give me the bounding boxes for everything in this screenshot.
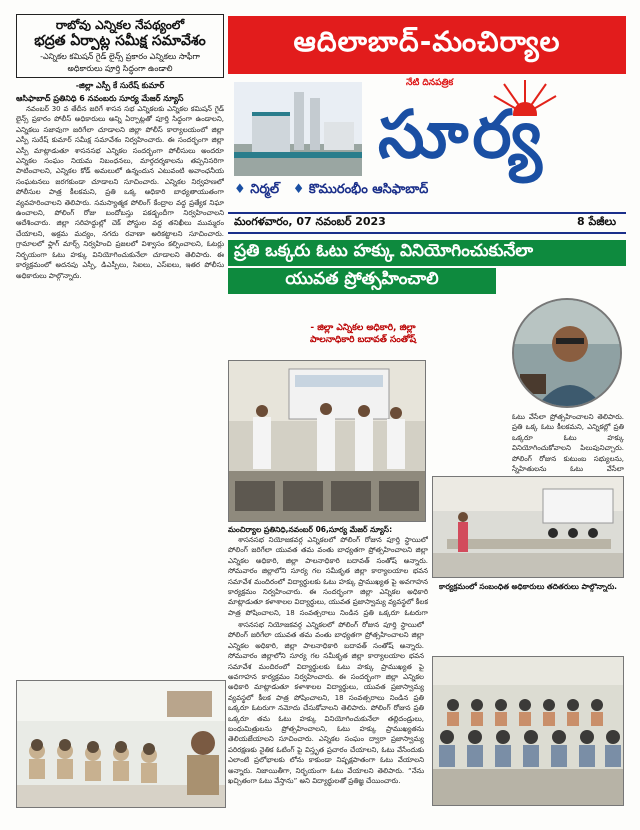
- left-body-text: [16, 104, 224, 644]
- main-story-body: [228, 535, 428, 617]
- left-headline-1: రాబోవు ఎన్నికల నేపథ్యంలో: [55, 18, 185, 32]
- brand-tagline: నేటి దినపత్రిక: [406, 78, 454, 88]
- main-story-paragraph: శాసనసభ నియోజకవర్గ ఎన్నికలలో పోలింగ్ రోజున పూర్తి స్థాయిలో పోలింగ్ జరిగేలా యువత తమ వంతు బాధ్యతగా ప్రోత్సహించాలని జిల్లా ఎన్నికల అధికారి, జిల్లా పాలనాధికారి బదావత్ సంతోష్ అన్నారు. సోమవారం జిల్లాలోని సూర్య గల సమీకృత జిల్లా కార్యాలయాల భవన సమావేశ మందిరంలో విద్యార్థులకు ఓటు హక్కు ప్రాముఖ్యత పై అవగాహన కార్యక్రమం నిర్వహించారు. ఈ సందర్భంగా జిల్లా ఎన్నికల అధికారి మాట్లాడుతూ కళాశాలల విద్యార్థులు, యువత ప్రజాస్వామ్య వ్యవస్థలో కీలక పాత్ర పోషించాలని, 18 సంవత్సరాలు నిండిన ప్రతి ఒక్కరూ ఓటరుగా: [228, 536, 428, 617]
- student-speech-image: [433, 477, 624, 578]
- main-story-continued: [228, 620, 424, 806]
- diamond-icon: ♦: [234, 182, 246, 197]
- issue-date: మంగళవారం, 07 నవంబర్ 2023: [234, 215, 386, 228]
- story-byline: [228, 322, 498, 346]
- audience-photo: [432, 656, 624, 806]
- main-headline-line2: యువత ప్రోత్సహించాలి: [228, 268, 496, 294]
- region-title: ఆదిలాబాద్-మంచిర్యాల: [293, 25, 561, 58]
- regional-masthead: [228, 16, 626, 74]
- main-headline-line1: ప్రతి ఒక్కరు ఓటు హక్కు వినియోగించుకునేలా: [228, 240, 626, 266]
- main-story-text: [228, 524, 428, 617]
- issue-dateline: [228, 212, 626, 234]
- police-meeting-image: [17, 681, 226, 808]
- awareness-stage-photo: [228, 360, 426, 522]
- collector-portrait: [512, 298, 622, 408]
- brand-logo-area: [228, 76, 626, 214]
- edition-nirmal: నిర్మల్: [250, 182, 280, 197]
- edition-list: [234, 182, 428, 200]
- photo-caption: కార్యక్రమంలో సంబంధిత అధికారులు తదితరులు పాల్గొన్నారు.: [438, 582, 618, 591]
- left-body-paragraph: నవంబర్ 30 వ తేదీన జరిగే శాసన సభ ఎన్నికలకు ఎన్నికల కమిషన్ గైడ్ లైన్స్ ప్రకారం పోలీస్ అధికారులు అన్ని ఏర్పాట్లతో పూర్తి సిద్ధంగా ఉండాలని, ఎన్నికలు సజావుగా జరిగేలా చూడాలని జిల్లా పోలీస్ కార్యాలయంలో జిల్లా ఎస్పీ సురేష్ కుమార్ సమీక్ష సమావేశం నిర్వహించారు. ఈ సందర్భంగా జిల్లా ఎస్పీ మాట్లాడుతూ శాసనసభ ఎన్నికల సందర్భంగా పోలీసులు అందరూ ఎన్నికల సంఘం నియమ నిబంధనలు, మార్గదర్శకాలను తప్పనిసరిగా పాటించాలని, ఎన్నికల కోడ్ అమలులో ఉన్నందున ఎటువంటి అవాంఛనీయ సంఘటనలు జరగకుండా చూడాలని సూచించారు. ఎన్నికల నిర్వహణలో పోలీసుల పాత్ర కీలకమని, ప్రతి ఒక్క అధికారి బాధ్యతాయుతంగా వ్యవహరించాలని తెలిపారు. సమస్యాత్మక పోలింగ్ కేంద్రాల వద్ద ప్రత్యేక నిఘా ఉంచాలని, పోలింగ్ రోజు బందోబస్తు పకడ్బందీగా నిర్వహించాలని ఆదేశించారు. జిల్లా సరిహద్దుల్లో చెక్ పోస్టుల వద్ద తనిఖీలు ముమ్మరం చేయాలని, అక్రమ మద్యం, నగదు రవాణా అరికట్టాలని సూచించారు. గ్రామాలలో ఫ్లాగ్ మార్చ్ నిర్వహించి ప్రజలలో విశ్వాసం కల్పించాలని, ఓటర్లు నిర్భయంగా ఓటు హక్కు వినియోగించుకునేలా చూడాలని తెలిపారు. ఈ కార్యక్రమంలో అదనపు ఎస్పీ, డిఎస్పీలు, సిఐలు, ఎస్ఐలు, ఇతర పోలీసు అధికారులు పాల్గొన్నారు.: [16, 105, 224, 280]
- student-speaker-photo: [432, 476, 624, 578]
- diamond-icon: ♦: [292, 182, 305, 197]
- student-audience-image: [433, 657, 624, 806]
- page-count: 8 పేజీలు: [577, 215, 616, 228]
- main-story-continued-paragraph: శాసనసభ నియోజకవర్గ ఎన్నికలలో పోలింగ్ రోజున పూర్తి స్థాయిలో పోలింగ్ జరిగేలా యువత తమ వంతు బాధ్యతగా ప్రోత్సహించాలని జిల్లా ఎన్నికల అధికారి, జిల్లా పాలనాధికారి బదావత్ సంతోష్ అన్నారు. సోమవారం జిల్లాలోని సూర్య గల సమీకృత జిల్లా కార్యాలయాల భవన సమావేశ మందిరంలో విద్యార్థులకు ఓటు హక్కు ప్రాముఖ్యత పై అవగాహన కార్యక్రమం నిర్వహించారు. ఈ సందర్భంగా జిల్లా ఎన్నికల అధికారి మాట్లాడుతూ కళాశాలల విద్యార్థులు, యువత ప్రజాస్వామ్య వ్యవస్థలో కీలక పాత్ర పోషించాలని, 18 సంవత్సరాలు నిండిన ప్రతి ఒక్కరూ ఓటరుగా నమోదు చేసుకోవాలని తెలిపారు. పోలింగ్ రోజున ప్రతి ఒక్కరూ తమ ఓటు హక్కు వినియోగించుకునేలా తల్లిదండ్రులు, బంధుమిత్రులను ప్రోత్సహించాలని, ఓటు హక్కు ప్రాముఖ్యతను తెలియజేయాలని సూచించారు. ఎన్నికల సంఘం ద్వారా ప్రజాస్వామ్య పరిరక్షణకు నైతిక ఓటింగ్ పై విస్తృత ప్రచారం చేయాలని, ఓటు వేసేందుకు ఎలాంటి ప్రలోభాలకు లోను కాకుండా నిష్పక్షపాతంగా ఓటు వేయాలని అన్నారు. నిజాయితీగా, నిర్భయంగా ఓటు వేయాలని తెలిపారు. “నేను ఖచ్చితంగా ఓటు వేస్తాను” అని విద్యార్థులతో ప్రతిజ్ఞ చేయించారు.: [228, 621, 424, 786]
- left-dateline: ఆసిఫాబాద్ ప్రతినిధి 6 నవంబరు సూర్య మేజర్ న్యూస్: [16, 94, 184, 103]
- edition-asifabad: కొమురంభీం ఆసిఫాబాద్: [308, 182, 429, 197]
- left-headline-2: భద్రత ఏర్పాట్ల సమీక్ష సమావేశం: [34, 33, 206, 49]
- left-meeting-photo: [16, 680, 226, 808]
- collector-portrait-image: [514, 300, 622, 408]
- main-story-dateline: మంచిర్యాల ప్రతినిధి,నవంబర్ 06,సూర్య మేజర్ న్యూస్:: [228, 525, 393, 534]
- byline-line-1: - జిల్లా ఎన్నికల అధికారి, జిల్లా: [310, 323, 416, 333]
- brand-name: సూర్య: [378, 95, 546, 173]
- left-headline-box: [16, 14, 224, 78]
- side-paragraph: ఓటు వేసేలా ప్రోత్సహించాలని తెలిపారు. ప్రతి ఒక్క ఓటు కీలకమని, ఎన్నికల్లో ప్రతి ఒక్కరూ ఓటు హక్కు వినియోగించుకోవాలని పిలుపునిచ్చారు. పోలింగ్ రోజున కుటుంబ సభ్యులను, స్నేహితులను ఓటు వేసేలా: [512, 413, 624, 474]
- byline-line-2: పాలనాధికారి బదావత్ సంతోష్: [309, 335, 417, 345]
- left-reporter-line: -జిల్లా ఎస్పీ కే సురేష్ కుమార్: [75, 81, 165, 90]
- side-text: [512, 412, 624, 474]
- hall-event-image: [229, 361, 426, 522]
- power-plant-photo: [234, 82, 362, 176]
- left-subhead-1: -ఎన్నికల కమిషన్ గైడ్ లైన్స్ ప్రకారం ఎన్నికలు సాఫీగా: [40, 52, 200, 61]
- left-subhead-2: అధికారులు పూర్తి సిద్ధంగా ఉండాలి: [67, 64, 173, 73]
